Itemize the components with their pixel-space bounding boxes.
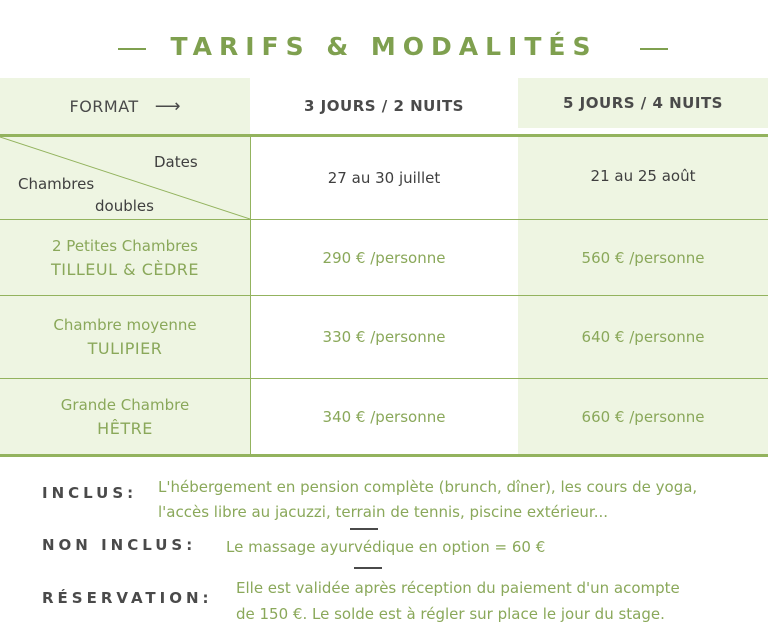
- pricing-table: [0, 78, 768, 456]
- price-5-days: 560 € /personne: [581, 248, 705, 267]
- room-cell: [0, 220, 250, 295]
- room-name: HÊTRE: [97, 418, 153, 438]
- title-dash-right: [640, 48, 668, 50]
- price-5-days: 640 € /personne: [581, 328, 705, 346]
- reservation-line-2: de 150 €. Le solde est à régler sur place le jour du stage.: [236, 605, 665, 623]
- price-cell: [250, 220, 518, 295]
- room-cell: [0, 379, 250, 454]
- diag-label-dates: Dates: [154, 153, 198, 171]
- info-section: [0, 472, 768, 644]
- header-col1-cell: [250, 78, 518, 134]
- separator: [354, 567, 382, 569]
- header-col2-cell: [518, 78, 768, 128]
- price-3-days: 330 € /personne: [322, 328, 446, 346]
- price-cell: [518, 379, 768, 454]
- price-3-days: 290 € /personne: [322, 248, 446, 267]
- inclus-line-2: l'accès libre au jacuzzi, terrain de tennis, piscine extérieur...: [158, 503, 609, 521]
- column-divider: [250, 134, 251, 454]
- price-cell: [250, 296, 518, 378]
- header-col1: 3 JOURS / 2 NUITS: [304, 97, 464, 115]
- diag-label-doubles: doubles: [95, 197, 154, 215]
- price-cell: [518, 220, 768, 295]
- page-title: TARIFS & MODALITÉS: [170, 32, 598, 61]
- arrow-right-icon: ⟶: [154, 95, 181, 117]
- non-inclus-text: Le massage ayurvédique en option = 60 €: [226, 538, 546, 556]
- dates-col2: 21 au 25 août: [590, 167, 696, 185]
- inclus-label: INCLUS:: [42, 484, 138, 502]
- room-subtitle: Chambre moyenne: [53, 316, 197, 334]
- diagonal-cell: [0, 137, 250, 219]
- room-subtitle: Grande Chambre: [60, 395, 190, 414]
- price-3-days: 340 € /personne: [322, 407, 446, 426]
- format-label: FORMAT: [69, 96, 139, 116]
- header-col2: 5 JOURS / 4 NUITS: [563, 94, 723, 112]
- diag-label-rooms: Chambres: [18, 175, 95, 193]
- room-cell: [0, 296, 250, 378]
- room-subtitle: 2 Petites Chambres: [52, 236, 198, 255]
- reservation-line-1: Elle est validée après réception du paiement d'un acompte: [236, 579, 680, 597]
- reservation-label: RÉSERVATION:: [42, 589, 213, 607]
- room-name: TULIPIER: [87, 339, 163, 358]
- dates-col1: 27 au 30 juillet: [327, 169, 441, 187]
- inclus-line-1: L'hébergement en pension complète (brunch, dîner), les cours de yoga,: [158, 478, 698, 496]
- format-header-cell: [0, 78, 250, 134]
- separator: [350, 528, 378, 530]
- price-cell: [250, 379, 518, 454]
- dates-col1-cell: [250, 137, 518, 219]
- title-row: [0, 30, 768, 66]
- non-inclus-label: NON INCLUS:: [42, 536, 197, 554]
- dates-col2-cell: [518, 137, 768, 219]
- price-cell: [518, 296, 768, 378]
- room-name: TILLEUL & CÈDRE: [50, 259, 200, 279]
- table-bottom-border: [0, 454, 768, 457]
- price-5-days: 660 € /personne: [581, 407, 705, 426]
